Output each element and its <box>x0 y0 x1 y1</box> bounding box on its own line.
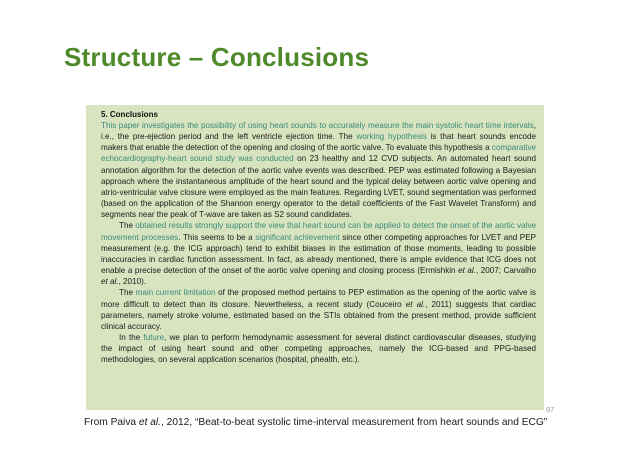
text-run: on 23 healthy and 12 CVD subjects. An automated heart sound annotation algorithm for the detection of the aortic valve events was described. PEP was estimated following a Bayesian approach where the instantaneous amplitude of the heart sound and the typical delay between aortic valve opening and atrio-ventricular valve closure were employed as the main features. Regarding LVET, sound segmentation was performed (based on the application of the Shannon energy operator to the detail coefficients of the Fast Wavelet Transform) and segments near the peak of T-wave are taken as S2 sound candidates. <box>101 154 537 220</box>
text-run: From Paiva <box>84 417 139 428</box>
italic-text: et al. <box>138 417 162 428</box>
text-run: , i.e., the pre-ejection period and the left ventricle ejection time. The <box>101 121 536 142</box>
text-run: , 2010). <box>118 277 147 287</box>
text-run: since other competing approaches for LVET and PEP measurement (e.g. the ICG approach) tend to exhibit biases in the estimation of those moments, leading to possible inaccuracies in cardiac function assessment. In fact, as already mentioned, there is ample evidence that ICG does not enable a precise detection of the onset of the aortic valve opening and closing process (Ermishkin <box>101 232 536 276</box>
italic-text: et al. <box>458 266 476 276</box>
text-run: , we plan to perform hemodynamic assessment for several distinct cardiovascular diseases, studying the impact of using heart sound and other competing approaches, namely the ICG-based and PPG-based methodologies, on several application scenarios (hospital, phealth, etc.). <box>101 332 536 365</box>
paragraph-overview <box>101 120 536 220</box>
text-run: . This seems to be a <box>178 232 256 242</box>
text-run: of the proposed method pertains to PEP estimation as the opening of the aortic valve is more difficult to detect than its closure. Nevertheless, a recent study (Couceiro <box>101 288 536 309</box>
slide-title: Structure – Conclusions <box>64 42 370 72</box>
paragraph-future-work <box>101 332 536 365</box>
highlighted-phrase: obtained results strongly support the view that heart sound can be applied to detect the onset of the aortic valve movement processes <box>101 221 536 242</box>
italic-text: et al. <box>101 277 119 287</box>
highlighted-phrase: future <box>143 332 165 342</box>
text-run: , 2011) suggests that cardiac parameters, namely stroke volume, estimated based on the STIs obtained from the present method, provide sufficient clinical accuracy. <box>101 299 536 331</box>
highlighted-phrase: working hypothesis <box>356 132 427 142</box>
text-run: , 2007; Carvalho <box>475 266 536 276</box>
page-number: 97 <box>546 405 555 414</box>
text-run: The <box>119 221 136 231</box>
highlighted-phrase: main current limitation <box>135 288 216 298</box>
paper-excerpt <box>86 105 544 410</box>
text-run: , 2012, “Beat-to-beat systolic time-interval measurement from heart sounds and ECG” <box>161 417 548 428</box>
paragraph-limitation <box>101 287 536 332</box>
highlighted-phrase: comparative echocardiography-heart sound study was conducted <box>101 143 536 164</box>
text-run: is that heart sounds encode makers that enable the detection of the opening and closing of the aortic valve. To evaluate this hypothesis a <box>101 132 536 153</box>
highlighted-phrase: significant achievement <box>255 232 340 242</box>
highlighted-phrase: This paper investigates the possibility of using heart sounds to accurately measure the main systolic heart time intervals <box>101 121 534 130</box>
paragraph-results <box>101 220 536 287</box>
section-heading: 5. Conclusions <box>101 110 158 119</box>
text-run: The <box>119 288 136 298</box>
text-run: In the <box>119 332 144 342</box>
italic-text: et al. <box>405 299 426 309</box>
source-citation <box>84 417 547 428</box>
